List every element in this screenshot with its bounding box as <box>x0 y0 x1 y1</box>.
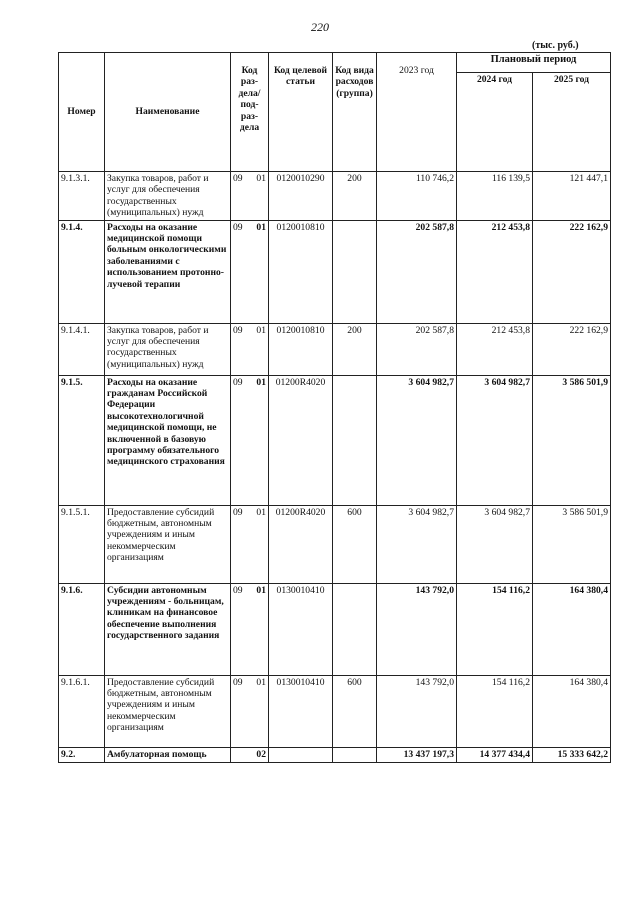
budget-table <box>58 52 611 763</box>
row-razdel: 09 <box>233 506 243 518</box>
row-expense-type: 600 <box>333 675 377 747</box>
row-podrazdel: 01 <box>256 221 266 233</box>
row-expense-type: 200 <box>333 323 377 375</box>
row-target-code: 0120010810 <box>269 323 333 375</box>
table-row <box>59 747 611 762</box>
row-number: 9.1.6. <box>59 583 105 675</box>
header-target-code: Код целевой статьи <box>269 53 333 172</box>
row-value-2023: 143 792,0 <box>377 583 457 675</box>
table-row <box>59 375 611 505</box>
row-number: 9.1.3.1. <box>59 172 105 221</box>
row-target-code: 0120010810 <box>269 220 333 323</box>
row-podrazdel: 01 <box>256 506 266 518</box>
header-year-2024: 2024 год <box>457 73 533 172</box>
row-podrazdel: 02 <box>256 748 266 760</box>
table-row <box>59 505 611 583</box>
row-number: 9.1.6.1. <box>59 675 105 747</box>
row-target-code: 0120010290 <box>269 172 333 221</box>
row-number: 9.1.5.1. <box>59 505 105 583</box>
row-value-2024: 212 453,8 <box>457 220 533 323</box>
row-target-code <box>269 747 333 762</box>
row-name: Расходы на оказание гражданам Российской Федерации высокотехнологичной медицинской помощи, не включенной в базовую программу обязательного медицинского страхования <box>105 375 231 505</box>
row-value-2024: 154 116,2 <box>457 583 533 675</box>
row-number: 9.1.4. <box>59 220 105 323</box>
table-row <box>59 323 611 375</box>
units-label: (тыс. руб.) <box>532 40 579 51</box>
row-number: 9.1.5. <box>59 375 105 505</box>
row-razdel: 09 <box>233 676 243 688</box>
row-number: 9.2. <box>59 747 105 762</box>
header-year-2023: 2023 год <box>377 53 457 172</box>
table-row <box>59 172 611 221</box>
header-name: Наименование <box>105 53 231 172</box>
row-target-code: 01200R4020 <box>269 375 333 505</box>
row-target-code: 01200R4020 <box>269 505 333 583</box>
row-value-2023: 110 746,2 <box>377 172 457 221</box>
row-expense-type <box>333 375 377 505</box>
row-expense-type <box>333 747 377 762</box>
row-podrazdel: 01 <box>256 376 266 388</box>
row-value-2025: 164 380,4 <box>533 675 611 747</box>
row-value-2024: 14 377 434,4 <box>457 747 533 762</box>
row-value-2025: 15 333 642,2 <box>533 747 611 762</box>
row-razdel: 09 <box>233 584 243 596</box>
row-target-code: 0130010410 <box>269 583 333 675</box>
header-number: Номер <box>59 53 105 172</box>
row-name: Субсидии автономным учреждениям - больницам, клиникам на финансовое обеспечение выполнения государственного задания <box>105 583 231 675</box>
row-name: Амбулаторная помощь <box>105 747 231 762</box>
row-razdel: 09 <box>233 221 243 233</box>
row-razdel: 09 <box>233 376 243 388</box>
row-name: Закупка товаров, работ и услуг для обеспечения государственных (муниципальных) нужд <box>105 323 231 375</box>
row-podrazdel: 01 <box>256 584 266 596</box>
row-value-2023: 3 604 982,7 <box>377 505 457 583</box>
row-razdel: 09 <box>233 324 243 336</box>
row-value-2024: 154 116,2 <box>457 675 533 747</box>
row-value-2025: 3 586 501,9 <box>533 375 611 505</box>
row-value-2025: 3 586 501,9 <box>533 505 611 583</box>
row-value-2023: 202 587,8 <box>377 220 457 323</box>
row-section-code <box>231 583 269 675</box>
row-expense-type: 200 <box>333 172 377 221</box>
page-number: 220 <box>311 20 329 34</box>
header-section-code: Код раз- дела/ под- раз- дела <box>231 53 269 172</box>
row-podrazdel: 01 <box>256 324 266 336</box>
row-section-code <box>231 505 269 583</box>
header-year-2025: 2025 год <box>533 73 611 172</box>
row-expense-type <box>333 583 377 675</box>
row-name: Предоставление субсидий бюджетным, автономным учреждениям и иным некоммерческим организациям <box>105 675 231 747</box>
row-expense-type: 600 <box>333 505 377 583</box>
header-expense-type-code: Код вида расходов (группа) <box>333 53 377 172</box>
row-section-code <box>231 675 269 747</box>
row-value-2024: 3 604 982,7 <box>457 375 533 505</box>
row-value-2023: 13 437 197,3 <box>377 747 457 762</box>
row-expense-type <box>333 220 377 323</box>
row-section-code <box>231 747 269 762</box>
row-value-2025: 121 447,1 <box>533 172 611 221</box>
row-value-2023: 202 587,8 <box>377 323 457 375</box>
row-value-2025: 222 162,9 <box>533 323 611 375</box>
row-podrazdel: 01 <box>256 173 266 184</box>
table-row <box>59 583 611 675</box>
row-section-code <box>231 220 269 323</box>
row-value-2024: 212 453,8 <box>457 323 533 375</box>
row-section-code <box>231 172 269 221</box>
row-section-code <box>231 375 269 505</box>
row-value-2025: 222 162,9 <box>533 220 611 323</box>
table-row <box>59 675 611 747</box>
row-target-code: 0130010410 <box>269 675 333 747</box>
row-value-2025: 164 380,4 <box>533 583 611 675</box>
header-planning-period: Плановый период <box>457 53 611 73</box>
row-name: Расходы на оказание медицинской помощи больным онкологическими заболеваниями с использованием протонно-лучевой терапии <box>105 220 231 323</box>
row-podrazdel: 01 <box>256 676 266 688</box>
row-section-code <box>231 323 269 375</box>
row-name: Закупка товаров, работ и услуг для обеспечения государственных (муниципальных) нужд <box>105 172 231 221</box>
row-razdel: 09 <box>233 173 243 184</box>
row-value-2023: 143 792,0 <box>377 675 457 747</box>
row-value-2024: 3 604 982,7 <box>457 505 533 583</box>
row-number: 9.1.4.1. <box>59 323 105 375</box>
row-value-2023: 3 604 982,7 <box>377 375 457 505</box>
table-row <box>59 220 611 323</box>
row-name: Предоставление субсидий бюджетным, автономным учреждениям и иным некоммерческим организациям <box>105 505 231 583</box>
row-value-2024: 116 139,5 <box>457 172 533 221</box>
